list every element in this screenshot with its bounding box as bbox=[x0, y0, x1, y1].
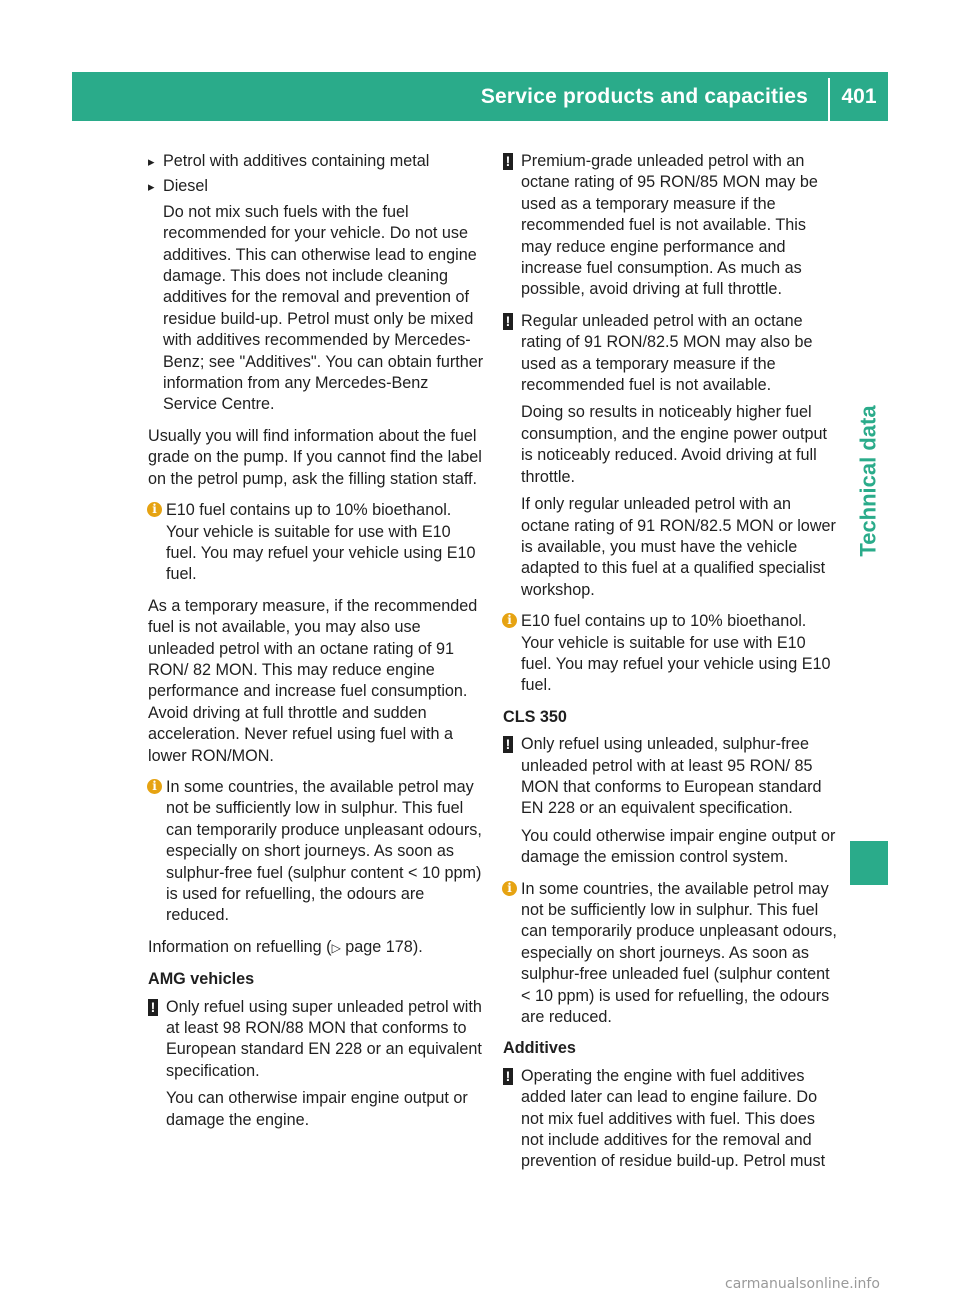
warning-note bbox=[503, 151, 839, 301]
warning-text: Doing so results in noticeably higher fuel consumption, and the engine power output is noticeably reduced. Avoid driving at full throttle. bbox=[521, 403, 827, 486]
left-column bbox=[148, 151, 484, 1141]
info-icon: i bbox=[147, 502, 162, 517]
page-number: 401 bbox=[841, 85, 877, 108]
watermark: carmanualsonline.info bbox=[725, 1276, 880, 1292]
warning-text: You could otherwise impair engine output or damage the emission control system. bbox=[521, 826, 836, 867]
info-text: In some countries, the available petrol may not be sufficiently low in sulphur. This fuel can temporarily produce unpleasant odours, especially on short journeys. As soon as sulphur-free unleaded fuel (sulphur content < 10 ppm) is used for refuelling, the odours are reduced. bbox=[521, 879, 837, 1027]
warning-text: Premium-grade unleaded petrol with an octane rating of 95 RON/85 MON may be used as a temporary measure if the recommended fuel is not available. This may reduce engine performance and increase fuel consumption. As much as possible, avoid driving at full throttle. bbox=[521, 152, 818, 299]
warning-text: Only refuel using super unleaded petrol with at least 98 RON/88 MON that conforms to European standard EN 228 or an equivalent specification. bbox=[166, 997, 482, 1080]
info-text: E10 fuel contains up to 10% bioethanol. Your vehicle is suitable for use with E10 fuel. You may refuel your vehicle using E10 fuel. bbox=[521, 612, 831, 695]
reference-suffix: ). bbox=[412, 937, 423, 956]
info-icon: i bbox=[147, 779, 162, 794]
right-column bbox=[503, 151, 839, 1183]
warning-icon: ! bbox=[503, 153, 513, 170]
warning-note bbox=[503, 1066, 839, 1173]
bullet-item: ▸ Diesel bbox=[148, 176, 484, 197]
page-link[interactable]: page 178 bbox=[345, 937, 413, 956]
reference-prefix: Information on refuelling ( bbox=[148, 937, 332, 956]
warning-icon: ! bbox=[503, 1068, 513, 1085]
section-heading: Additives bbox=[503, 1039, 576, 1058]
warning-note bbox=[503, 734, 839, 868]
paragraph: Usually you will find information about the fuel grade on the pump. If you cannot find the label on the petrol pump, ask the filling station staff. bbox=[148, 426, 482, 488]
side-tab-label: Technical data bbox=[856, 405, 882, 557]
warning-text: Regular unleaded petrol with an octane rating of 91 RON/82.5 MON may also be used as a temporary measure if the recommended fuel is not available. bbox=[521, 311, 813, 395]
section-heading: AMG vehicles bbox=[148, 970, 255, 989]
info-icon: i bbox=[502, 881, 517, 896]
warning-note bbox=[503, 311, 839, 601]
info-icon: i bbox=[502, 613, 517, 628]
info-note bbox=[503, 879, 839, 1029]
info-note bbox=[148, 500, 484, 586]
section-title: Service products and capacities bbox=[480, 85, 808, 108]
info-note bbox=[148, 777, 484, 927]
side-tab-marker bbox=[850, 841, 888, 885]
info-text: E10 fuel contains up to 10% bioethanol. Your vehicle is suitable for use with E10 fuel. You may refuel your vehicle using E10 fuel. bbox=[166, 501, 476, 584]
warning-text: You can otherwise impair engine output or damage the engine. bbox=[166, 1089, 468, 1129]
page-reference bbox=[148, 937, 484, 959]
info-text: In some countries, the available petrol may not be sufficiently low in sulphur. This fuel can temporarily produce unpleasant odours, especially on short journeys. As soon as sulphur-free fuel (sulphur content < 10 ppm) is used for refuelling, the odours are reduced. bbox=[166, 777, 482, 925]
warning-icon: ! bbox=[503, 736, 513, 753]
paragraph: Do not mix such fuels with the fuel recommended for your vehicle. Do not use additives. This can otherwise lead to engine damage. This does not include cleaning additives for the removal and prevention of residue build-up. Petrol must only be mixed with additives recommended by Mercedes-Benz; see "Additives". You can obtain further information from any Mercedes-Benz Service Centre. bbox=[163, 202, 484, 414]
warning-text: Operating the engine with fuel additives added later can lead to engine failure. Do not mix fuel additives with fuel. This does not include additives for the removal and prevention of residue build-up. Petrol must bbox=[521, 1066, 826, 1171]
side-tab bbox=[850, 121, 888, 841]
warning-text: If only regular unleaded petrol with an octane rating of 91 RON/82.5 MON or lower is available, you must have the vehicle adapted to this fuel at a qualified specialist workshop. bbox=[521, 495, 836, 599]
warning-icon: ! bbox=[503, 313, 513, 330]
warning-note bbox=[148, 997, 484, 1131]
info-note bbox=[503, 611, 839, 697]
bullet-item: ▸ Petrol with additives containing metal bbox=[148, 151, 484, 172]
warning-icon: ! bbox=[148, 999, 158, 1016]
header-bar bbox=[72, 72, 888, 121]
paragraph: As a temporary measure, if the recommended fuel is not available, you may also use unleaded petrol with an octane rating of 91 RON/ 82 MON. This may reduce engine performance and increase fuel consumption. Avoid driving at full throttle and sudden acceleration. Never refuel using fuel with a lower RON/MON. bbox=[148, 596, 478, 765]
warning-text: Only refuel using unleaded, sulphur-free unleaded petrol with at least 95 RON/ 85 MON that conforms to European standard EN 228 or an equivalent specification. bbox=[521, 735, 822, 818]
section-heading: CLS 350 bbox=[503, 707, 567, 726]
arrow-right-icon: ▷ bbox=[331, 940, 341, 955]
